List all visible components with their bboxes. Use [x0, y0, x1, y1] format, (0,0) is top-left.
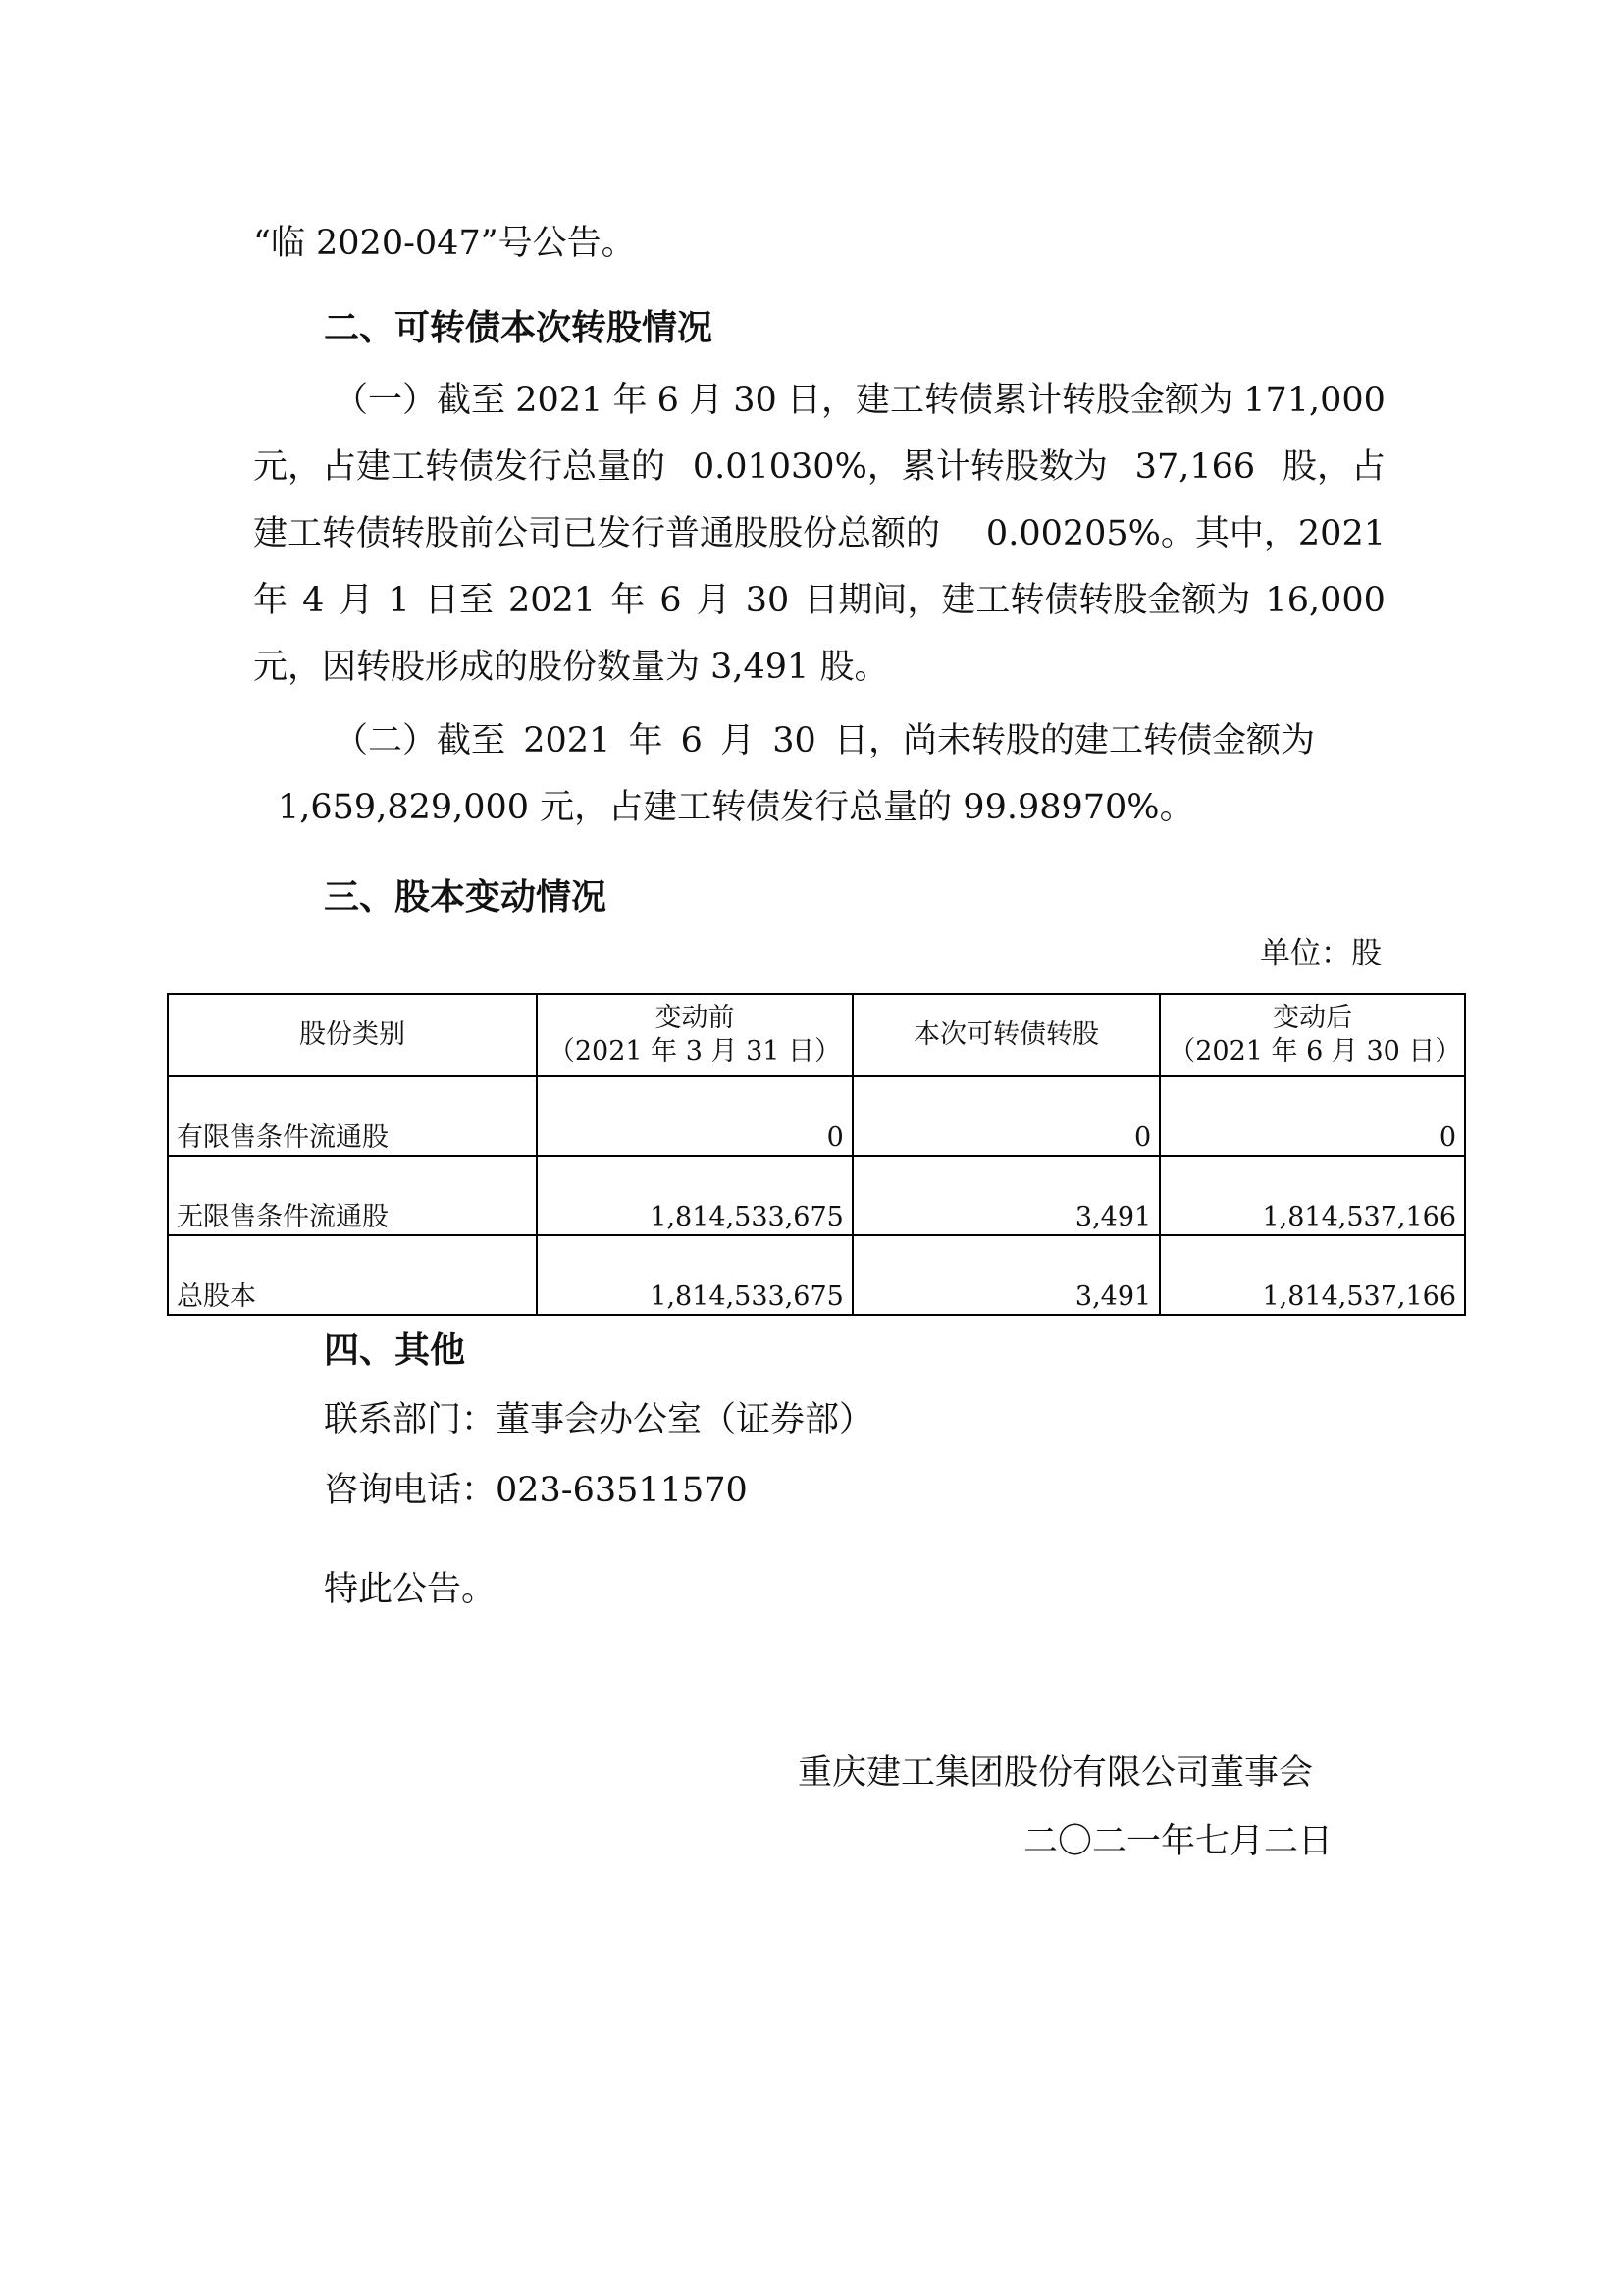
para2-line1 — [334, 716, 1315, 765]
table-header-row — [168, 994, 1465, 1076]
row-category: 无限售条件流通股 — [168, 1156, 537, 1235]
para1-line5: 元，因转股形成的股份数量为 3,491 股。 — [253, 648, 889, 687]
contact-department: 联系部门：董事会办公室（证券部） — [324, 1400, 874, 1439]
para1-line1-text: 日，建工转债累计转股金额为 — [786, 381, 1233, 420]
header-before-title: 变动前 — [654, 1003, 735, 1033]
para1-line4-year2-unit: 年 — [610, 581, 646, 620]
para1-line1 — [334, 376, 1386, 425]
para1-line4-year-unit: 年 — [253, 581, 288, 620]
para1-line2-tail: 股，占 — [1282, 447, 1386, 487]
para1-line2-lead: 元，占建工转债发行总量的 — [253, 447, 666, 487]
para1-line4-month2-unit: 月 — [696, 581, 731, 620]
header-after-title: 变动后 — [1273, 1003, 1353, 1033]
para1-line3-lead: 建工转债转股前公司已发行普通股股份总额的 — [253, 514, 941, 553]
para1-line4-month2: 6 — [659, 581, 682, 620]
header-category: 股份类别 — [168, 994, 537, 1076]
para1-line1-amount: 171,000 — [1243, 381, 1386, 420]
row-after: 0 — [1160, 1076, 1465, 1156]
header-before-date: （2021 年 3 月 31 日） — [548, 1036, 842, 1067]
table-row — [168, 1156, 1465, 1235]
row-after: 1,814,537,166 — [1160, 1156, 1465, 1235]
signature-company: 重庆建工集团股份有限公司董事会 — [798, 1753, 1314, 1793]
row-change: 3,491 — [853, 1235, 1160, 1315]
row-category: 有限售条件流通股 — [168, 1076, 537, 1156]
para1-line4-year2: 2021 — [508, 581, 597, 620]
para1-line1-day: 30 — [733, 381, 777, 420]
para2-line2: 1,659,829,000 元，占建工转债发行总量的 99.98970%。 — [278, 788, 1194, 827]
para1-line4-day: 1 — [388, 581, 410, 620]
para1-line1-month-unit: 月 — [689, 381, 724, 420]
para1-line2-pct: 0.01030%，累计转股数为 — [692, 447, 1108, 487]
header-after-date: （2021 年 6 月 30 日） — [1169, 1036, 1462, 1067]
para2-line1-year: 2021 — [523, 721, 611, 760]
header-after — [1160, 994, 1465, 1076]
header-change: 本次可转债转股 — [853, 994, 1160, 1076]
para1-line1-year: 2021 — [515, 381, 603, 420]
row-before: 0 — [537, 1076, 853, 1156]
para1-line1-lead: （一）截至 — [334, 381, 506, 420]
header-before — [537, 994, 853, 1076]
row-before: 1,814,533,675 — [537, 1235, 853, 1315]
para1-line4-text: 日期间，建工转债转股金额为 — [804, 581, 1251, 620]
table-row — [168, 1076, 1465, 1156]
section-heading-4: 四、其他 — [324, 1331, 466, 1371]
para2-line1-lead: （二）截至 — [334, 721, 506, 760]
para1-line4-month-unit: 月 — [339, 581, 374, 620]
row-category: 总股本 — [168, 1235, 537, 1315]
para2-line1-month: 6 — [680, 721, 703, 760]
para1-line3-tail: 0.00205%。其中，2021 — [985, 514, 1386, 553]
continuation-line: “临 2020-047”号公告。 — [253, 224, 636, 263]
section-heading-2: 二、可转债本次转股情况 — [324, 308, 713, 348]
para1-line4-day2: 30 — [745, 581, 790, 620]
contact-phone: 咨询电话：023-63511570 — [324, 1471, 748, 1510]
row-change: 3,491 — [853, 1156, 1160, 1235]
table-row — [168, 1235, 1465, 1315]
share-capital-table — [167, 993, 1466, 1316]
para1-line4-month: 4 — [302, 581, 325, 620]
signature-date: 二〇二一年七月二日 — [1023, 1822, 1334, 1861]
closing-text: 特此公告。 — [324, 1570, 497, 1609]
section-heading-3: 三、股本变动情况 — [324, 877, 607, 917]
row-after: 1,814,537,166 — [1160, 1235, 1465, 1315]
para2-line1-day: 30 — [772, 721, 816, 760]
para1-line4-day-unit: 日至 — [424, 581, 494, 620]
para2-line1-year-unit: 年 — [628, 721, 663, 760]
para1-line2 — [253, 443, 1386, 492]
para1-line1-year-unit: 年 — [612, 381, 648, 420]
para2-line1-text: 日，尚未转股的建工转债金额为 — [833, 721, 1315, 760]
para1-line2-shares: 37,166 — [1134, 447, 1256, 487]
para2-line1-month-unit: 月 — [720, 721, 756, 760]
row-before: 1,814,533,675 — [537, 1156, 853, 1235]
para1-line1-month: 6 — [656, 381, 679, 420]
row-change: 0 — [853, 1076, 1160, 1156]
para1-line4-amount: 16,000 — [1265, 581, 1386, 620]
para1-line3 — [253, 509, 1386, 558]
unit-label: 单位：股 — [1260, 936, 1382, 971]
para1-line4 — [253, 576, 1386, 625]
